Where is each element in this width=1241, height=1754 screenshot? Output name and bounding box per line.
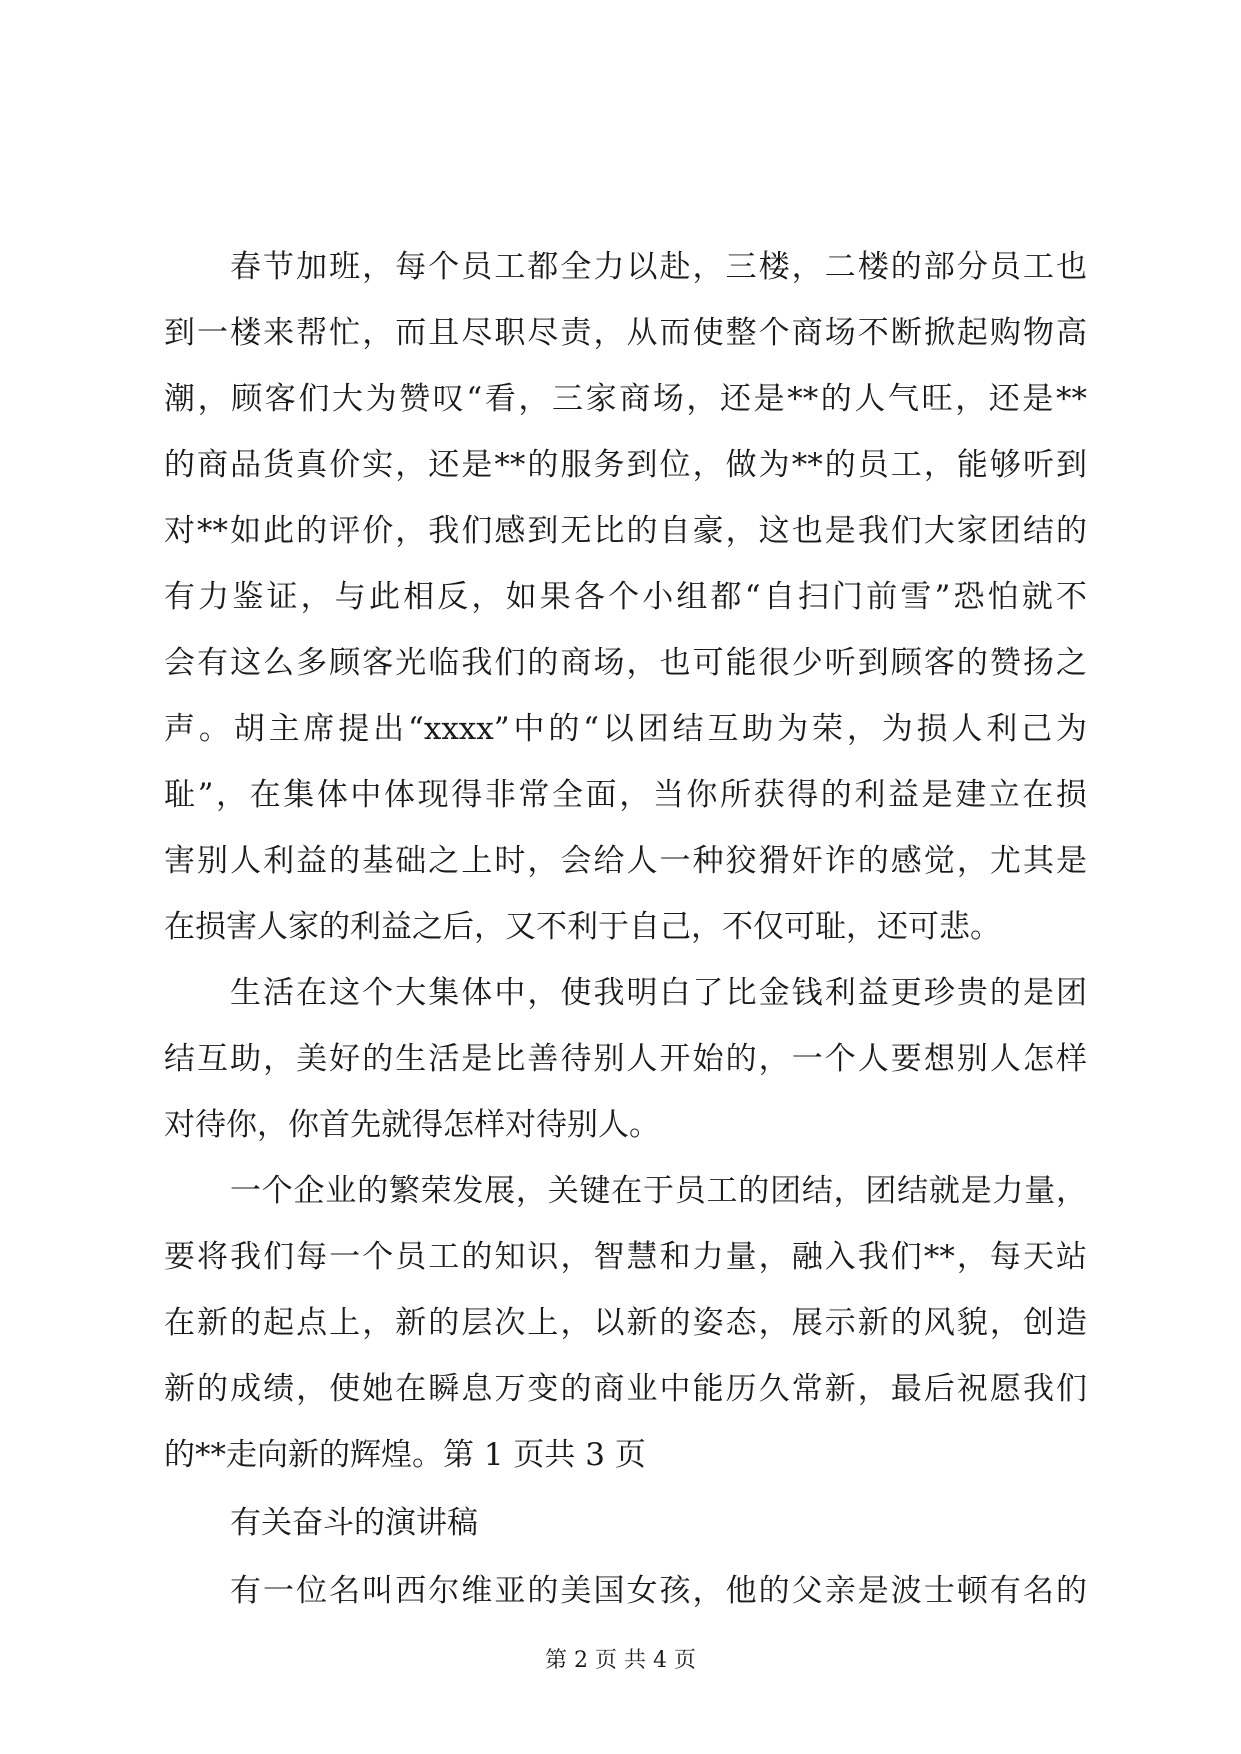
section-title: 有关奋斗的演讲稿 xyxy=(230,1505,478,1541)
text-line: 耻”，在集体中体现得非常全面，当你所获得的利益是建立在损 xyxy=(164,777,1087,813)
text-line: 生活在这个大集体中，使我明白了比金钱利益更珍贵的是团 xyxy=(230,975,1087,1011)
text-line: 声。胡主席提出“xxxx”中的“以团结互助为荣，为损人利己为 xyxy=(164,711,1087,747)
text-line: 在损害人家的利益之后，又不利于自己，不仅可耻，还可悲。 xyxy=(164,909,1001,945)
text-line: 害别人利益的基础之上时，会给人一种狡猾奸诈的感觉，尤其是 xyxy=(164,843,1087,879)
text-line: 一个企业的繁荣发展，关键在于员工的团结，团结就是力量， xyxy=(230,1173,1087,1209)
text-line: 在新的起点上，新的层次上，以新的姿态，展示新的风貌，创造 xyxy=(164,1305,1087,1341)
text-line: 要将我们每一个员工的知识，智慧和力量，融入我们**，每天站 xyxy=(164,1239,1087,1275)
text-line: 结互助，美好的生活是比善待别人开始的，一个人要想别人怎样 xyxy=(164,1041,1087,1077)
text-line: 会有这么多顾客光临我们的商场，也可能很少听到顾客的赞扬之 xyxy=(164,645,1087,681)
text-line: 对待你，你首先就得怎样对待别人。 xyxy=(164,1107,660,1143)
text-line: 对**如此的评价，我们感到无比的自豪，这也是我们大家团结的 xyxy=(164,513,1087,549)
text-line: 新的成绩，使她在瞬息万变的商业中能历久常新，最后祝愿我们 xyxy=(164,1371,1087,1407)
text-line: 有一位名叫西尔维亚的美国女孩，他的父亲是波士顿有名的 xyxy=(230,1573,1087,1609)
text-line: 春节加班，每个员工都全力以赴，三楼，二楼的部分员工也 xyxy=(230,249,1087,285)
text-line: 有力鉴证，与此相反，如果各个小组都“自扫门前雪”恐怕就不 xyxy=(164,579,1087,615)
document-body xyxy=(164,234,1087,1624)
text-line: 潮，顾客们大为赞叹“看，三家商场，还是**的人气旺，还是** xyxy=(164,381,1087,417)
text-line: 的商品货真价实，还是**的服务到位，做为**的员工，能够听到 xyxy=(164,447,1087,483)
text-line: 到一楼来帮忙，而且尽职尽责，从而使整个商场不断掀起购物高 xyxy=(164,315,1087,351)
text-line: 的**走向新的辉煌。第 1 页共 3 页 xyxy=(164,1437,646,1473)
page-footer: 第 2 页 共 4 页 xyxy=(545,1648,696,1673)
